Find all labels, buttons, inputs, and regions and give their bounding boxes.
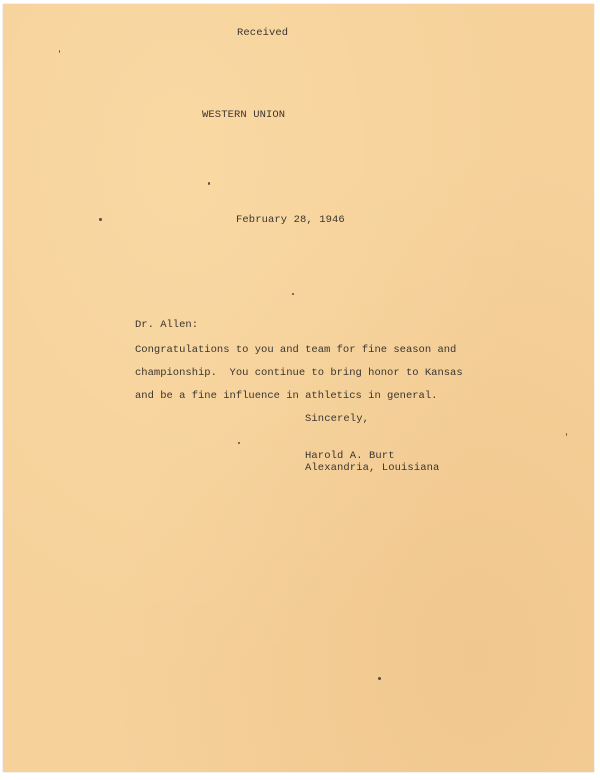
paper-speck [208,182,210,185]
paper-sheet [3,4,594,772]
received-stamp: Received [237,27,289,39]
paper-speck [378,677,381,680]
telegram-header: WESTERN UNION [202,109,286,121]
closing: Sincerely, [305,413,370,425]
paper-speck [59,50,60,53]
body-line: championship. You continue to bring honor to Kansas [135,367,463,379]
body-line: and be a fine influence in athletics in general. [135,390,438,402]
paper-speck [238,442,240,444]
salutation: Dr. Allen: [135,319,199,331]
paper-speck [566,433,567,436]
signer-location: Alexandria, Louisiana [305,462,440,474]
paper-speck [99,218,102,221]
letter-date: February 28, 1946 [236,214,345,226]
body-line: Congratulations to you and team for fine season and [135,344,457,356]
signer-name: Harold A. Burt [305,450,395,462]
paper-speck [292,293,294,295]
